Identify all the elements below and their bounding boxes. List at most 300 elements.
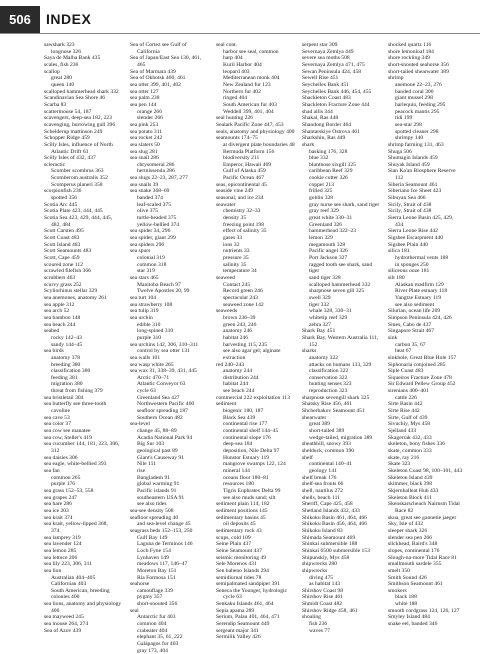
index-entry: sea spiders 296 <box>130 241 165 248</box>
index-subentry: Acadia National Park 94 <box>137 434 193 441</box>
index-subentry: edible 310 <box>137 321 161 328</box>
index-subentry: 312 <box>51 448 60 455</box>
index-column <box>216 42 316 641</box>
index-subentry: Gulf Bay 149 <box>137 534 168 541</box>
index-subentry: Kuril Harbor 404 <box>223 61 262 68</box>
index-subentry: see beach 244 <box>223 388 255 395</box>
index-entry: semidiurnal tides 78 <box>216 574 262 581</box>
index-entry: sea otter 399, 401, 402 <box>130 81 181 88</box>
index-entry: Shirshov Rise 461 <box>302 594 344 601</box>
index-subentry: ions 32 <box>223 241 240 248</box>
index-subentry: California <box>137 48 160 55</box>
index-entry: sea beach 244 <box>44 321 76 328</box>
index-subentry: Black Sea 439 <box>223 414 256 421</box>
index-entry: Scyliorhinus stellar 329 <box>44 288 98 295</box>
index-subentry: great white 330–31 <box>309 215 353 222</box>
index-subentry: ringed 404 <box>223 95 248 102</box>
index-entry: Severnaya Zemlya 471, 475 <box>302 61 365 68</box>
index-subentry: whitetip reef 329 <box>309 314 348 321</box>
index-subentry: crabeater 404 <box>137 627 168 634</box>
index-entry: Schelderup mattinson 249 <box>44 128 103 135</box>
index-entry: Shipunskiy, Mys 458 <box>302 554 350 561</box>
index-entry: Scott Coast 483 <box>44 235 80 242</box>
index-subentry: conservation 322 <box>309 374 348 381</box>
index-entry: Scotia Plate 423, 444, 445 <box>44 208 103 215</box>
index-entry: Sir Edward Pellew Group 452 <box>388 381 456 388</box>
index-entry: Sharkshin, Ras 449 <box>302 135 346 142</box>
index-entry: Scandinavian Sea Shore 46 <box>44 95 106 102</box>
index-subentry: Bangladesh 91 <box>137 474 171 481</box>
index-subentry: Atlantic Conveyor 63 <box>137 381 186 388</box>
index-entry: sleeper shark 326 <box>388 527 428 534</box>
index-subentry: leaf-scaled 375 <box>137 201 172 208</box>
index-entry: scrubbers 463 <box>44 274 76 281</box>
index-subentry: peacock mantis 295 <box>395 108 440 115</box>
index-subentry: pressure 35 <box>223 255 249 261</box>
index-subentry: effect of salinity 35 <box>223 228 267 235</box>
index-entry: Sea of Marmara 439 <box>130 68 176 75</box>
index-entry: Scotia Sea 423, 429, 444, 445, <box>44 215 113 222</box>
index-entry: Sicily, Strait of 438 <box>388 201 432 208</box>
index-entry: Shikoku Basin 456, 464, 466 <box>302 521 367 528</box>
index-subentry: River Plate estuary 118 <box>395 288 448 295</box>
index-entry: skua, great see gannetie jaeger <box>388 514 457 521</box>
index-subentry: mangrove swamps 122, 124 <box>223 461 286 468</box>
index-entry: sea potato 311 <box>130 128 163 135</box>
index-subentry: chemistry 32–33 <box>223 208 261 215</box>
index-subentry: Gulf of Alaska 459 <box>223 168 266 175</box>
index-subentry: oil deposits 45 <box>223 521 256 528</box>
index-subentry: 465 <box>137 61 146 68</box>
index-entry: scalloped hammerhead shark 332 <box>44 88 119 95</box>
index-subentry: tiger <box>309 268 320 275</box>
index-entry: scoured zone 112 <box>44 261 83 268</box>
index-subentry: Emperor, Hawaii 469 <box>223 161 272 168</box>
header-rule <box>0 33 480 34</box>
index-entry: sea color 37 <box>44 421 72 428</box>
index-subentry: habitat 244 <box>223 381 249 388</box>
index-entry: Sealark Pacific Zone 447, 453 <box>216 121 284 128</box>
index-entry: sea bamboo 148 <box>44 314 81 321</box>
index-subentry: seafloor spreading 187 <box>137 408 188 415</box>
index-subentry: yellow-bellied 374 <box>137 221 180 228</box>
index-entry: Sines, Cabo de 437 <box>388 321 432 328</box>
index-entry: sea grapes 247 <box>44 494 77 501</box>
index-entry: shocked quartz 116 <box>388 42 432 48</box>
index-subentry: swell 329 <box>309 294 331 301</box>
index-subentry: blue 332 <box>309 155 329 162</box>
index-subentry: Yangtze Estuary 119 <box>395 294 442 301</box>
index-subentry: Loch Fyne 154 <box>137 547 171 554</box>
index-subentry: threat from fishing 379 <box>51 388 103 395</box>
index-entry: Sewan Peninsula 424, 458 <box>302 68 362 75</box>
index-subentry: elephant 35, 61, 222 <box>137 634 183 641</box>
index-entry: Shikoku Island 83 <box>302 527 343 534</box>
index-entry: seaside vine 249 <box>216 188 253 195</box>
index-subentry: Greenland Sea 427 <box>137 394 180 401</box>
index-subentry: purple 310 <box>137 334 162 341</box>
index-entry: sea slaters 50 <box>130 141 160 148</box>
index-entry: Serendip Seamount 449 <box>216 621 270 628</box>
index-subentry: breeding 380 <box>51 361 81 368</box>
index-entry: Scilly Isles, influence of North <box>44 141 113 148</box>
index-entry: Shark Bay 451 <box>302 328 336 335</box>
index-subentry: classification 322 <box>309 368 349 375</box>
index-subentry: Antarctic fur 403 <box>137 614 176 621</box>
index-subentry: anatomy 244 <box>223 368 253 375</box>
index-subentry: cookie cutter 326 <box>309 175 348 182</box>
index-subentry: colonial 319 <box>137 255 165 261</box>
index-entry: Serium, Palau 401, 464, 471 <box>216 614 280 621</box>
index-subentry: Australian 404–405 <box>51 574 96 581</box>
index-entry: Shark Bay, Western Australia 111, <box>302 334 379 341</box>
index-subentry: in sponges 250 <box>395 261 429 268</box>
index-entry: Shandong Border 464 <box>302 121 352 128</box>
index-subentry: pygmy 357 <box>137 594 163 601</box>
index-entry: sea eagle, white-bellied 393 <box>44 461 107 468</box>
index-subentry: caribbean Reef 329 <box>309 168 353 175</box>
index-entry: Singapore Strait 467 <box>388 328 434 335</box>
index-column <box>388 42 488 628</box>
index-entry: Shcherbakov Seamount 451 <box>302 408 365 415</box>
index-subentry: 112 <box>395 175 404 182</box>
index-subentry: Race 82 <box>395 507 414 514</box>
index-entry: scallop <box>44 68 60 75</box>
index-entry: sea-level <box>130 421 150 428</box>
index-subentry: longnose 326 <box>51 48 81 55</box>
index-subentry: banded coral 300 <box>395 88 434 95</box>
index-subentry: chrysomeral 286 <box>137 161 175 168</box>
index-entry: sea wasp white 265 <box>130 361 174 368</box>
index-subentry: black 188 <box>395 594 417 601</box>
index-entry: sea cave 53 <box>44 414 70 421</box>
index-subentry: hermissenda 286 <box>137 168 175 175</box>
index-subentry: 434 <box>395 221 404 228</box>
index-entry: Smith Sound 426 <box>388 574 427 581</box>
index-subentry: Scomber scombrus 363 <box>51 168 104 175</box>
index-entry: sea spurs <box>130 248 151 255</box>
index-entry: Smyley Island 484 <box>388 614 430 621</box>
index-entry: Siberia Seamount 461 <box>388 181 438 188</box>
index-subentry: see also agar gel; alginate <box>223 348 281 355</box>
index-entry: severe sea moths 508 <box>302 55 350 62</box>
index-entry: sea arch 52 <box>44 308 70 315</box>
index-subentry: feeding 381 <box>51 374 78 381</box>
index-entry: skimmer, black 398 <box>388 481 433 488</box>
index-entry: Sirte Basin 442 <box>388 401 423 408</box>
index-subentry: Bermuda Platform 156 <box>223 148 275 155</box>
index-entry: sedimentary basins 45 <box>216 514 266 521</box>
index-subentry: rocky 142–43 <box>51 334 82 341</box>
index-subentry: extraction <box>223 354 246 361</box>
index-entry: sea spider 34, 296 <box>130 228 171 235</box>
index-subentry: biodiversity 211 <box>223 155 260 162</box>
index-entry: Sepia apama 289 <box>216 607 255 614</box>
index-subentry: harlequin, feeding 295 <box>395 101 446 108</box>
index-entry: scavenging, burrowing gull 396 <box>44 121 116 128</box>
index-entry: sharks <box>302 348 317 355</box>
index-subentry: slender 266 <box>137 115 163 122</box>
index-subentry: South American, breeding <box>51 587 110 594</box>
index-entry: sea lily 223, 306, 311 <box>44 561 92 568</box>
index-entry: Skeleton Island 439 <box>388 474 433 481</box>
page-number: 506 <box>0 6 40 34</box>
index-entry: Shakal, Ras 448 <box>302 115 339 122</box>
index-subentry: bluntnose sixgill 325 <box>309 161 356 168</box>
index-entry: Slough-na-more Tidal Race 81 <box>388 554 457 561</box>
index-subentry: continental shelf 144–45 <box>223 428 279 435</box>
index-entry: Seychelles Bank 446, 454, 455 <box>302 88 372 95</box>
index-entry: Siqueiros Fracture Zone 478 <box>388 374 452 381</box>
index-entry: Shuga 506 <box>388 148 412 155</box>
index-subentry: Nile 111 <box>137 461 157 468</box>
index-subentry: megamouth 328 <box>309 241 346 248</box>
index-entry: sinkhole, Great Blue Hole 157 <box>388 354 457 361</box>
index-subentry: purple 176 <box>51 481 76 488</box>
index-entry: seismic monitoring 49 <box>216 554 267 561</box>
index-entry: sink <box>388 334 398 341</box>
index-subentry: Twelve Apostles 20, 99 <box>137 288 190 295</box>
index-subentry: Pacific Ocean 467 <box>223 175 265 182</box>
index-entry: Skjernballeat Hub 433 <box>388 487 439 494</box>
index-subentry: continental rise 177 <box>223 421 268 428</box>
index-subentry: spotted 356 <box>51 195 77 202</box>
index-subentry: New Zealand fur 123 <box>223 81 271 88</box>
index-entry: seasonal, and ice 234 <box>216 195 264 202</box>
index-subentry: density 35 <box>223 215 247 222</box>
index-entry: Seine Seamount 437 <box>216 547 262 554</box>
index-entry: sea fan <box>44 468 60 474</box>
index-entry: shoaling <box>302 614 321 621</box>
index-subentry: control by sea otter 131 <box>137 348 190 355</box>
index-entry: sawshark 323 <box>44 42 75 48</box>
index-entry: sedimentary rock 43 <box>216 527 262 534</box>
index-subentry: cycle 63 <box>137 388 156 395</box>
index-entry: Schopper Ridge 459 <box>44 135 90 142</box>
index-entry: shore lemonloaf 184 <box>388 48 434 55</box>
index-entry: siliceous ooze 181 <box>388 268 430 275</box>
index-subentry: shrimpy 140 <box>395 135 424 142</box>
index-entry: Shmidt Coast 482 <box>302 601 343 608</box>
index-subentry: hydrothermal vents 188 <box>395 255 449 261</box>
index-entry: slickhead, Baird's 348 <box>388 541 438 548</box>
index-subentry: carbon 35, 67 <box>395 341 426 348</box>
index-subentry: 400 <box>51 607 60 614</box>
index-subentry: Ria Formosa 151 <box>137 574 176 581</box>
index-subentry: banded 374 <box>137 195 163 202</box>
index-entry: Senkaku Islands 461, 464 <box>216 601 274 608</box>
index-entry: Saya de Malha Bank 435 <box>44 55 101 62</box>
index-entry: short-snouted seahorse 356 <box>388 61 449 68</box>
index-entry: shrimp farming 131, 463 <box>388 141 444 148</box>
index-entry: Skeleton Coast 98, 100–101, 443 <box>388 468 463 474</box>
index-subentry: freezing point 198 <box>223 221 265 228</box>
index-entry: sea lions, anatomy and physiology <box>44 601 122 608</box>
index-subentry: deposition, Nile Delta 97 <box>223 448 280 455</box>
index-entry: semipalmated sandpiper 391 <box>216 581 281 588</box>
index-entry: sea walls 101 <box>130 354 161 361</box>
index-entry: sediment plain 114, 182 <box>216 501 270 508</box>
index-entry: seal cont. <box>216 42 238 48</box>
index-subentry: resources 180 <box>223 481 254 488</box>
index-subentry: olive 375 <box>137 208 158 215</box>
index-subentry: gray reef 329 <box>309 208 339 215</box>
page-header <box>0 0 480 34</box>
index-entry: sea lettuce 206 <box>44 554 78 561</box>
index-entry: Sele Morenos 431 <box>216 561 257 568</box>
index-entry: sea cow, Steller's 419 <box>44 434 92 441</box>
index-subentry: frilled 325 <box>309 188 333 195</box>
index-entry: Sian Ka'an Biosphere Reserve <box>388 168 456 175</box>
index-subentry: hunting senses 323 <box>309 381 352 388</box>
index-subentry: migration 380 <box>51 381 83 388</box>
index-subentry: spectacular 243 <box>223 294 258 301</box>
index-entry: smokers <box>388 587 407 594</box>
index-subentry: Record green 246 <box>223 288 263 295</box>
index-subentry: brown 236–39 <box>223 314 256 321</box>
index-subentry: meadows 117, 146–47 <box>137 561 188 568</box>
index-subentry: Mediterranean monk 404 <box>223 75 280 82</box>
index-subentry: diving 475 <box>309 574 334 581</box>
index-entry: sea spider, giant 299 <box>130 235 176 242</box>
index-entry: shrimp <box>388 75 404 82</box>
index-entry: sea palm 238 <box>130 95 160 102</box>
index-subentry: reproduction 323 <box>309 388 348 395</box>
index-subentry: white 188 <box>395 601 418 608</box>
index-entry: sea turt 104 <box>130 294 157 301</box>
index-subentry: zebra 327 <box>309 321 331 328</box>
index-entry: serpent star 309 <box>302 42 338 48</box>
index-entry: Scott Carsten 495 <box>44 228 84 235</box>
index-subentry: global warming 91 <box>137 481 180 488</box>
index-entry: Sermilik Valley 426 <box>216 634 261 641</box>
index-entry: sea pink 253 <box>130 121 159 128</box>
index-subentry: Alaskan madfirm 129 <box>395 281 444 288</box>
index-subentry: Weddell 399, 401, 404 <box>223 108 274 115</box>
index-entry: sea mouse 264, 274 <box>44 621 89 628</box>
index-entry: sea cow see manatee <box>44 428 91 435</box>
index-entry: Seine Plain 437 <box>216 541 252 548</box>
index-entry: shelduck, common 390 <box>302 448 355 455</box>
index-subentry: Californian 403 <box>51 581 87 588</box>
index-subentry: seaweed zone 142 <box>223 301 264 308</box>
index-subentry: queen 140 <box>51 81 75 88</box>
index-entry: Sky, Isle of 432 <box>388 521 424 528</box>
index-entry: sharpnose sevengill shark 325 <box>302 394 370 401</box>
index-entry: Shirshov Coast 98 <box>302 587 344 594</box>
index-entry: Silurian, ocean life 209 <box>388 308 441 315</box>
index-subentry: 152 <box>309 341 318 348</box>
index-entry: sea krait 374 <box>44 514 73 521</box>
index-subentry: see also muds sand; silt <box>223 494 276 501</box>
index-entry: silt 180 <box>388 274 405 281</box>
index-entry: smallmouth sardele 355 <box>388 561 442 568</box>
index-entry: sea ice 203 <box>44 507 69 514</box>
index-subentry: Greenland 326 <box>309 221 343 228</box>
index-entry: skate, common 333 <box>388 448 432 455</box>
index-entry: sediment positions 145 <box>216 507 268 514</box>
index-entry: Shinkai 6500 submersible 153 <box>302 547 370 554</box>
index-subentry: whale 328, 330–31 <box>309 308 352 315</box>
index-subentry: harbor see seal, common <box>223 48 279 55</box>
index-subentry: at divergent plate boundaries 48 <box>223 141 295 148</box>
index-subentry: leopard 403 <box>223 68 250 75</box>
index-subentry: continental slope 176 <box>223 434 271 441</box>
index-subentry: as habitat 143 <box>309 581 341 588</box>
index-subentry: colonies 400 <box>51 594 80 601</box>
index-entry: Siberiano Ice Sheet 423 <box>388 188 442 195</box>
index-entry: seals, anatomy and physiology 400 <box>216 128 295 135</box>
index-subentry: deep-sea 184 <box>223 441 253 448</box>
index-entry: Sigsbee Escarpment 440 <box>388 235 443 242</box>
index-subentry: nutrients 33 <box>223 248 250 255</box>
index-entry: seagrass beds 152–153, 250 <box>130 527 193 534</box>
index-subentry: common 265 <box>51 474 81 481</box>
index-subentry: Laguna de Terminos 146 <box>137 541 193 548</box>
index-entry: sea birds <box>44 348 64 355</box>
index-entry: shells, beach 111 <box>302 494 340 501</box>
index-subentry: classification 380 <box>51 368 91 375</box>
index-subentry: southeastern USA 91 <box>137 494 185 501</box>
index-entry: sea apple 312 <box>44 301 75 308</box>
index-subentry: tidi 199 <box>395 115 413 122</box>
index-subentry: hammerhead 322–23 <box>309 228 357 235</box>
index-subentry: cattle 226 <box>395 394 417 401</box>
index-entry: shore rockling 349 <box>388 55 430 62</box>
index-entry: scavengers, deep-sea 182, 223 <box>44 115 112 122</box>
index-subentry: habitat 246 <box>223 334 249 341</box>
index-subentry: change 45, 88–89 <box>137 428 177 435</box>
index-entry: scurvy grass 252 <box>44 281 82 288</box>
index-column <box>44 42 144 634</box>
index-subentry: temperature 34 <box>223 268 257 275</box>
index-entry: sea urchin <box>130 314 153 321</box>
index-entry: sea grass 152–53, 558 <box>44 487 94 494</box>
index-entry: sediment <box>216 401 237 408</box>
index-entry: Sjelland 433 <box>388 428 417 435</box>
index-entry: Shackleton Coast 483 <box>302 95 351 102</box>
index-entry: Smithson Seamount 461 <box>388 581 443 588</box>
index-entry: sirenians 400–401 <box>388 388 429 395</box>
index-subentry: continental 140–41 <box>309 461 353 468</box>
index-entry: seal hunting 226 <box>216 115 253 122</box>
index-entry: sea snail 286 <box>130 155 159 162</box>
index-entry: Sheriff, Cape 425, 458 <box>302 501 353 508</box>
index-entry: Sewell Rise 451 <box>302 75 339 82</box>
index-subentry: harp 404 <box>223 55 243 62</box>
index-subentry: 374 <box>51 527 60 534</box>
index-subentry: ragged tooth see shark, sand <box>309 261 373 268</box>
index-subentry: Northwestern Pacific 460 <box>137 401 195 408</box>
index-entry: Skeleton Block 411 <box>388 494 432 501</box>
index-entry: Sibuyan Sea 466 <box>388 195 426 202</box>
index-entry: Shackleton Fracture Zone 444 <box>302 101 370 108</box>
index-entry: Skagerrak 432, 433 <box>388 434 432 441</box>
index-subentry: sea-star 298 <box>395 121 422 128</box>
index-entry: smooth cordgrass 124, 126, 127 <box>388 607 460 614</box>
page-title: INDEX <box>46 11 92 27</box>
index-subentry: anatomy 378 <box>51 354 81 361</box>
index-entry: snake eel, banded 346 <box>388 621 438 628</box>
index-entry: sea lavender 124 <box>44 541 82 548</box>
index-subentry: heat 67 <box>395 348 412 355</box>
index-subentry: geological past 89 <box>137 448 178 455</box>
index-subentry: long-spined 310 <box>137 328 174 335</box>
index-subentry: Moreton Bay 151 <box>137 567 177 574</box>
index-subentry: Pacific islands 91 <box>137 487 177 494</box>
index-entry: Skenskarscheach Nairnsm Tidal <box>388 501 460 508</box>
index-subentry: fish 236 <box>309 621 328 628</box>
